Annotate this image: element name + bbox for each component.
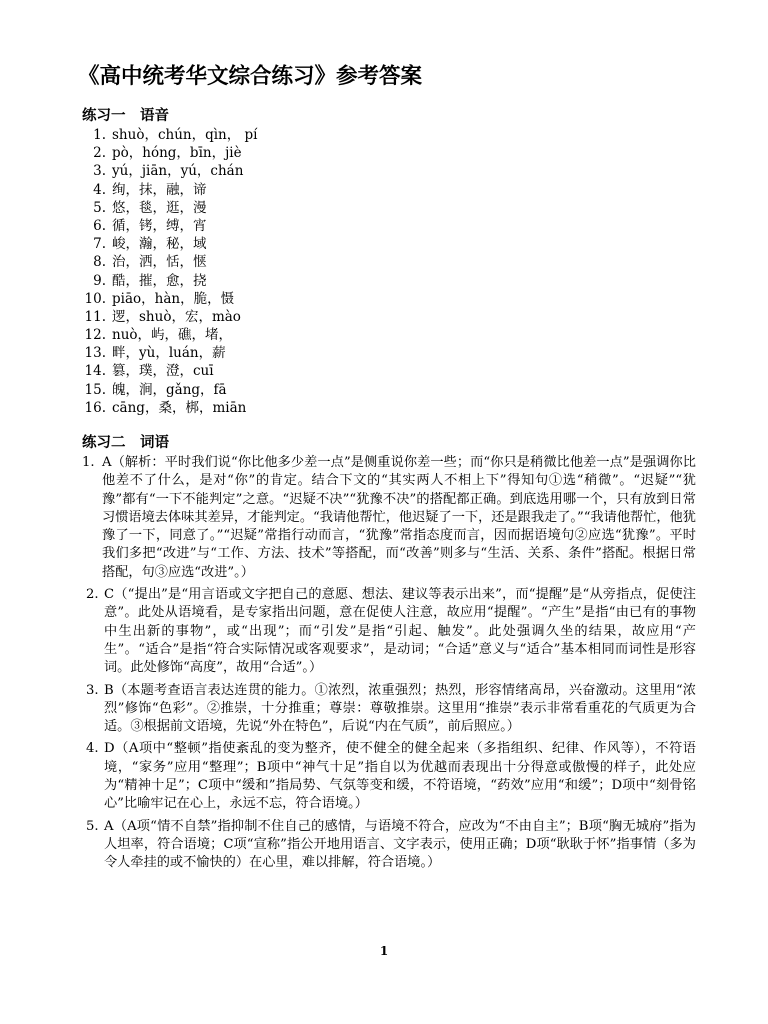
list-item	[82, 381, 482, 399]
list-item	[82, 144, 482, 162]
list-item	[82, 217, 482, 235]
pronunciation-answer-list	[82, 126, 482, 417]
item-text: C（“提出”是“用言语或文字把自己的意愿、想法、建议等表示出来”，而“提醒”是“从旁指点，促使注意”。此处从语境看，是专家指出问题，意在促使人注意，故应用“提醒”。“产生”是指“由已有的事物中生出新的事物”，或“出现”；而“引发”是指“引起、触发”。此处强调久坐的结果，故应用“产生”。“适合”是指“符合实际情况或客观要求”，是动词；“合适”意义与“适合”基本相同而词性是形容词。此处修饰“高度”，故用“合适”。）	[104, 587, 696, 676]
section-heading-vocabulary: 练习二 词语	[82, 434, 169, 451]
item-text: 峻，瀚，秘，域	[112, 236, 207, 253]
item-text: shuò，chún，qìn， pí	[112, 127, 258, 143]
list-item	[82, 362, 482, 380]
list-item	[82, 272, 482, 290]
item-text: 酷，摧，愈，挠	[112, 272, 207, 289]
list-item	[82, 344, 482, 362]
item-number: 9.	[93, 272, 106, 289]
item-number: 14.	[84, 363, 106, 380]
list-item	[82, 253, 482, 271]
item-text: 逻，shuò，宏，mào	[112, 308, 241, 325]
item-number: 2.	[93, 145, 106, 162]
item-text: 治，洒，恬，惬	[112, 254, 207, 271]
answer-item	[82, 740, 696, 813]
item-number: 7.	[93, 236, 106, 253]
item-text: 循，铐，缚，宵	[112, 217, 207, 234]
list-item	[82, 308, 482, 326]
item-text: cāng，桑，梆，miān	[112, 399, 247, 416]
list-item	[82, 326, 482, 344]
list-item	[82, 290, 482, 308]
item-number: 15.	[84, 381, 106, 398]
item-number: 1.	[93, 127, 106, 143]
section-heading-pronunciation: 练习一 语音	[82, 107, 169, 124]
item-number: 1.	[82, 455, 95, 470]
vocabulary-answer-list	[82, 454, 696, 877]
list-item	[82, 399, 482, 417]
item-number: 16.	[84, 399, 106, 416]
list-item	[82, 235, 482, 253]
item-number: 3.	[86, 682, 99, 698]
item-number: 2.	[86, 587, 99, 603]
item-text: 篡，璞，澄，cuī	[112, 363, 214, 380]
item-text: piāo，hàn，脆，慑	[112, 290, 235, 307]
item-text: 畔，yù，luán，薪	[112, 345, 226, 362]
page-number: 1	[379, 944, 389, 958]
item-text: nuò，屿，礁，堵，	[112, 327, 233, 344]
answer-item	[82, 818, 696, 873]
item-number: 11.	[84, 308, 106, 325]
item-number: 10.	[84, 290, 106, 307]
answer-item	[82, 454, 696, 582]
item-number: 6.	[93, 217, 106, 234]
answer-item	[82, 682, 696, 737]
list-item	[82, 126, 482, 144]
item-text: 绚，抹，融，谛	[112, 181, 207, 198]
item-number: 12.	[84, 327, 106, 344]
list-item	[82, 162, 482, 180]
item-text: pò，hóng，bīn，jiè	[112, 145, 242, 162]
item-text: B（本题考查语言表达连贯的能力。①浓烈，浓重强烈；热烈，形容情绪高昂，兴奋激动。这里用“浓烈”修饰“色彩”。②推崇，十分推重；尊崇：尊敬推崇。这里用“推崇”表示非常看重花的气质更为合适。③根据前文语境，先说“外在特色”，后说“内在气质”，前后照应。）	[104, 682, 696, 735]
item-text: 悠，毯，逛，漫	[112, 199, 207, 216]
item-number: 4.	[86, 741, 99, 757]
item-text: 魄，涧，gǎng，fā	[112, 381, 227, 398]
item-number: 4.	[93, 181, 106, 198]
item-number: 8.	[93, 254, 106, 271]
list-item	[82, 181, 482, 199]
item-text: D（A项中“整顿”指使紊乱的变为整齐，使不健全的健全起来（多指组织、纪律、作风等），不符语境，“家务”应用“整理”；B项中“神气十足”指自以为优越而表现出十分得意或傲慢的样子，此处应为“精神十足”；C项中“缓和”指局势、气氛等变和缓，不符语境，“药效”应用“和缓”；D项中“刻骨铭心”比喻牢记在心上，永远不忘，符合语境。）	[104, 741, 696, 812]
item-number: 3.	[93, 163, 106, 180]
item-text: A（A项“情不自禁”指抑制不住自己的感情，与语境不符合，应改为“不由自主”；B项“胸无城府”指为人坦率，符合语境；C项“宣称”指公开地用语言、文字表示，使用正确；D项“耿耿于怀”指事情（多为令人牵挂的或不愉快的）在心里，难以排解，符合语境。）	[104, 818, 696, 871]
item-number: 13.	[84, 345, 106, 362]
answer-item	[82, 586, 696, 677]
item-text: yú，jiān，yú，chán	[112, 163, 244, 180]
item-number: 5.	[93, 199, 106, 216]
item-number: 5.	[86, 818, 99, 834]
item-text: A（解析：平时我们说“你比他多少差一点”是侧重说你差一些；而“你只是稍微比他差一点”是强调你比他差不了什么，是对“你”的肯定。结合下文的“其实两人不相上下”得知句①选“稍微”。“迟疑”“犹豫”都有“一下不能判定”之意。“迟疑不决”“犹豫不决”的搭配都正确。到底选用哪一个，只有放到日常习惯语境去体味其差异，才能判定。“我请他帮忙，他迟疑了一下，还是跟我走了。”“我请他帮忙，他犹豫了一下，同意了。”“迟疑”常指行动而言，“犹豫”常指态度而言，因而据语境句②应选“犹豫”。平时我们多把“改进”与“工作、方法、技术”等搭配，而“改善”则多与“生活、关系、条件”搭配。根据日常搭配，句③应选“改进”。）	[102, 455, 696, 580]
list-item	[82, 199, 482, 217]
document-title: 《高中统考华文综合练习》参考答案	[78, 64, 423, 89]
